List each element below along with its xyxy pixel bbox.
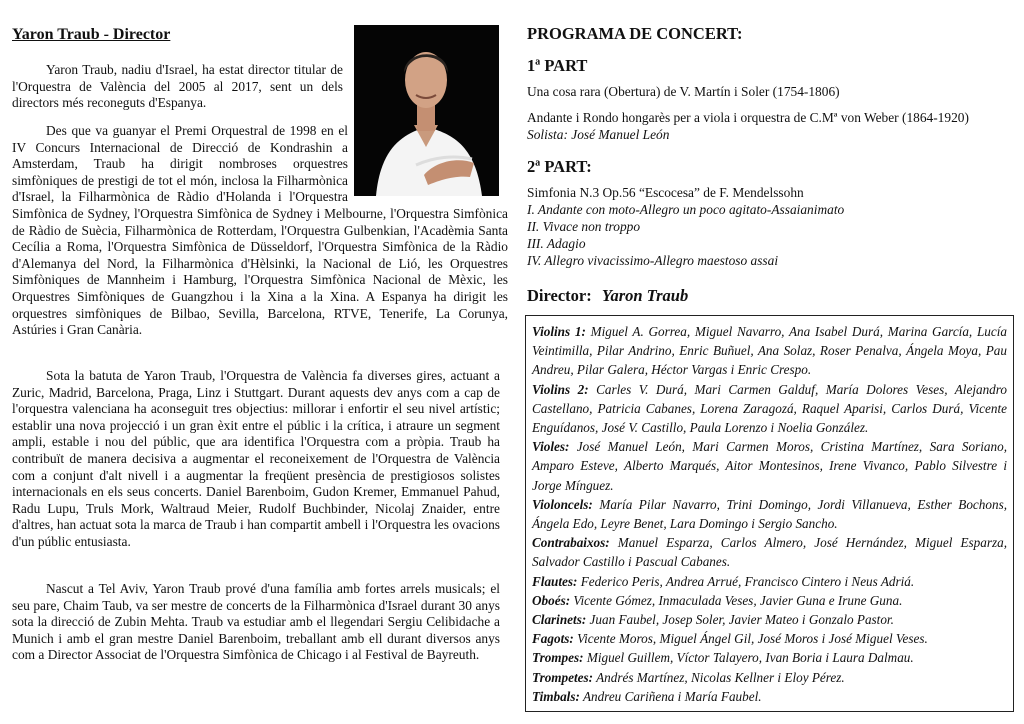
section-members: María Pilar Navarro, Trini Domingo, Jordi Villanueva, Esther Bochons, Ángela Edo, Leyre Benet, Lara Domingo i Sergio Sancho. xyxy=(532,496,1007,532)
section-members: Miguel Guillem, Víctor Talayero, Ivan Boria i Laura Dalmau. xyxy=(586,650,914,666)
section-members: Federico Peris, Andrea Arrué, Francisco Cintero i Neus Adriá. xyxy=(580,573,915,589)
section-contrabaixos xyxy=(532,533,1007,571)
section-members: José Manuel León, Mari Carmen Moros, Cristina Martínez, Sara Soriano, Amparo Esteve, Alberto Marqués, Aitor Montesinos, Irene Vivanco, Pablo Silvestre i Jorge Mínguez. xyxy=(532,439,1007,493)
section-label: Fagots: xyxy=(532,631,574,647)
section-trompes xyxy=(532,648,1007,667)
section-timbals xyxy=(532,687,1007,706)
movement-4: IV. Allegro vivacissimo-Allegro maestoso assai xyxy=(527,253,779,268)
section-members: Juan Faubel, Josep Soler, Javier Mateo i Gonzalo Pastor. xyxy=(589,612,894,628)
section-members: Andreu Cariñena i María Faubel. xyxy=(582,688,762,704)
section-label: Flautes: xyxy=(532,573,578,589)
section-members: Vicente Gómez, Inmaculada Veses, Javier Guna e Irune Guna. xyxy=(573,592,903,608)
section-label: Timbals: xyxy=(532,688,580,704)
section-violoncels xyxy=(532,495,1007,533)
part1-work-1: Una cosa rara (Obertura) de V. Martín i Soler (1754-1806) xyxy=(527,84,840,99)
bio-paragraph-2: Des que va guanyar el Premi Orquestral de 1998 en el IV Concurs Internacional de Direcció de Kondrashin a Amsterdam, Traub ha dirigit nombroses orquestres simfòniques de prestigi de tot el món, inclosa la Filharmònica d'Israel, la Filharmònica de Ràdio d'Holanda i l'Orquestra Simfònica de Sydney, l'Orquestra Simfònica de Sydney i Melbourne, l'Orquestra Simfònica de Ràdio de Suècia, Filharmònica de Rotterdam, l'Orquestra Gulbenkian, l'Acadèmia Santa Cecília a Roma, l'Orquestra Simfònica de Düsseldorf, l'Orquestra Simfònica de la Ràdio d'Alemanya del Nord, la Filharmònica d'Hèlsinki, la Nacional de Lió, les Orquestres Simfòniques de Mannheim i Hamburg, l'Orquestra Simfònica Nacional de Mèxic, les Orquestres Simfòniques de Guangzhou i la Xina a la Xina. A Espanya ha dirigit les orquestres simfòniques de Bilbao, Sevilla, Barcelona, RTVE, Tenerife, La Corunya, Astúries i Gran Canària. xyxy=(12,123,508,338)
section-label: Contrabaixos: xyxy=(532,535,610,551)
section-flautes xyxy=(532,572,1007,591)
section-label: Trompetes: xyxy=(532,669,594,685)
section-violins-1 xyxy=(532,322,1007,380)
section-violins-2 xyxy=(532,380,1007,438)
part1-soloist: Solista: José Manuel León xyxy=(527,127,670,142)
part1-work-2: Andante i Rondo hongarès per a viola i orquestra de C.Mª von Weber (1864-1920) xyxy=(527,110,969,125)
movement-3: III. Adagio xyxy=(527,236,586,251)
part1-heading: 1ª PART xyxy=(527,56,588,75)
part2-work: Simfonia N.3 Op.56 “Escocesa” de F. Mendelssohn xyxy=(527,185,804,200)
bio-title: Yaron Traub - Director xyxy=(12,26,171,43)
section-label: Violins 1: xyxy=(532,324,586,339)
section-members: Carles V. Durá, Mari Carmen Galduf, María Dolores Veses, Alejandro Castellano, Patricia Cabanes, Lorena Zaragozá, Raquel Aparisi, Carlos Durá, Vicente Enguídanos, José V. Castillo, Paula Lorenzo i Noelia González. xyxy=(532,381,1008,436)
section-label: Clarinets: xyxy=(532,612,587,628)
section-members: Manuel Esparza, Carlos Almero, José Hernández, Miguel Esparza, Salvador Castillo i Pascual Cabanes. xyxy=(532,535,1007,570)
bio-paragraph-1: Yaron Traub, nadiu d'Israel, ha estat director titular de l'Orquestra de València del 2005 al 2017, sent un dels directors més reconeguts d'Espanya. xyxy=(12,62,343,111)
section-members: Vicente Moros, Miguel Ángel Gil, José Moros i José Miguel Veses. xyxy=(577,631,928,647)
section-violes xyxy=(532,437,1007,495)
movement-1: I. Andante con moto-Allegro un poco agitato-Assaianimato xyxy=(527,202,845,217)
bio-paragraph-3: Sota la batuta de Yaron Traub, l'Orquestra de València fa diverses gires, actuant a Zuric, Madrid, Barcelona, Praga, Linz i Stuttgart. Durant aquests dev anys com a cap de l'orquestra valenciana ha aconseguit tres objectius: millorar i enfortir el seu nivel artístic; establir una nova projecció i un gran èxit entre el públic i la crítica, i atraure un segment ampli, estable i nou del públic, que ara identifica l'Orquestra com a pròpia. Traub ha contribuït de manera decisiva a augmentar el reconeixement de l'Orquestra de València com a conjunt d'alt nivell i a augmentar la freqüent presència de prestigiosos solistes internacionals en els seus concerts. Daniel Barenboim, Gudon Kremer, Emmanuel Pahud, Radu Lupu, Truls Mork, Waltraud Meier, Rudolf Buchbinder, Nicolaj Znaider, entre d'altres, han actuat sota la marca de Traub i han compartit ambell i l'Orquestra les ovacions d'un públic entusiasta. xyxy=(12,368,500,549)
bio-paragraph-4: Nascut a Tel Aviv, Yaron Traub prové d'una família amb fortes arrels musicals; el seu pare, Chaim Taub, va ser mestre de concerts de la Filharmònica d'Israel durant 30 anys sota la direcció de Zubin Mehta. Traub va estudiar amb el llegendari Sergiu Celibidache a Munich i amb el gran mestre Daniel Barenboim, treballant amb ell durant diversos anys com a Director Associat de l'Orquestra Simfònica de Chicago i al Festival de Bayreuth. xyxy=(12,581,500,663)
program-heading: PROGRAMA DE CONCERT: xyxy=(527,24,743,43)
section-fagots xyxy=(532,629,1007,648)
director-label: Director: xyxy=(527,286,592,305)
section-label: Violes: xyxy=(532,439,570,455)
section-members: Andrés Martínez, Nicolas Kellner i Eloy Pérez. xyxy=(596,669,845,685)
orchestra-members-box xyxy=(525,315,1014,712)
section-clarinets xyxy=(532,610,1007,629)
section-label: Violoncels: xyxy=(532,496,593,512)
section-label: Violins 2: xyxy=(532,381,589,397)
photo-float-spacer xyxy=(348,123,508,199)
section-label: Trompes: xyxy=(532,650,584,666)
section-oboes xyxy=(532,591,1007,610)
section-trompetes xyxy=(532,668,1007,687)
movement-2: II. Vivace non troppo xyxy=(527,219,641,234)
director-heading xyxy=(527,286,688,306)
section-members: Miguel A. Gorrea, Miguel Navarro, Ana Isabel Durá, Marina García, Lucía Veintimilla, Pilar Andrino, Enric Buñuel, Ana Solaz, Roser Penalva, Ángela Moya, Pau Andreu, Pilar Galera, Héctor Vargas i Enric Crespo. xyxy=(532,324,1007,378)
section-label: Oboés: xyxy=(532,592,571,608)
director-name: Yaron Traub xyxy=(601,286,689,305)
part2-heading: 2ª PART: xyxy=(527,157,592,176)
